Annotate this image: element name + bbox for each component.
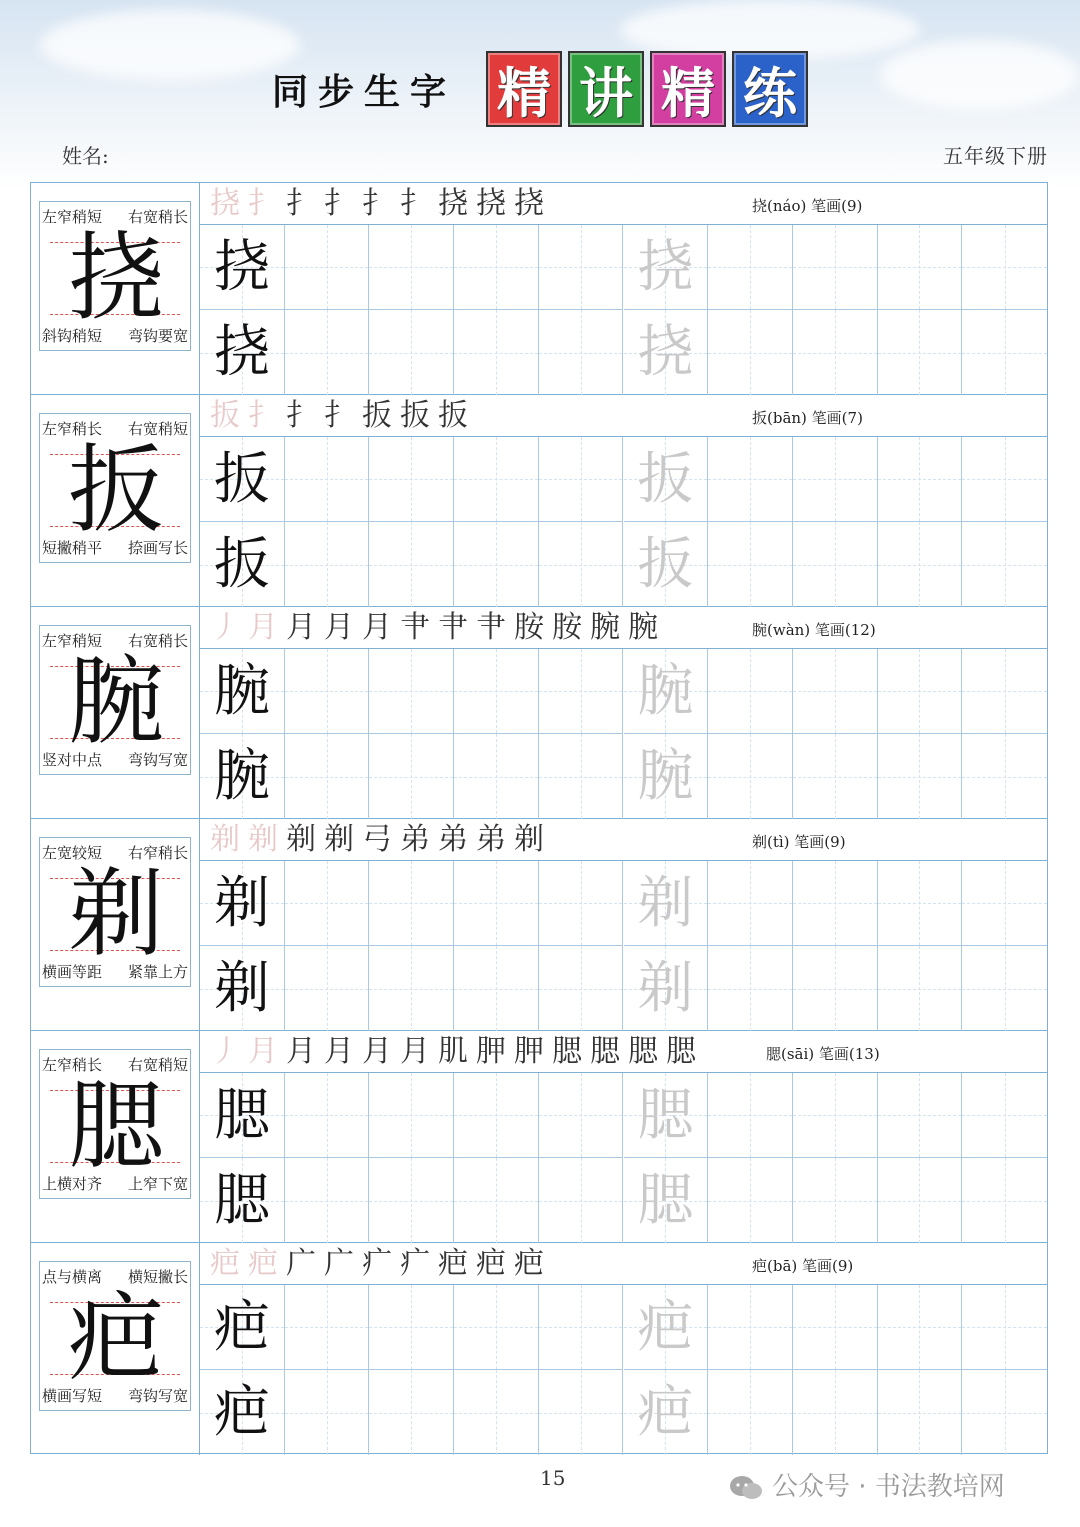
character-block [31, 819, 1047, 1031]
practice-cell[interactable] [454, 310, 539, 395]
writing-tip: 上窄下宽 [127, 1175, 188, 1193]
model-column [31, 1031, 200, 1242]
practice-cell[interactable] [878, 1158, 963, 1243]
practice-cell[interactable] [369, 225, 454, 310]
practice-cell[interactable] [369, 310, 454, 395]
writing-tip: 短撇稍平 [42, 539, 103, 557]
practice-cell[interactable] [708, 649, 793, 734]
practice-cell[interactable] [454, 946, 539, 1031]
stroke-step: 弟 [438, 822, 476, 857]
practice-cell[interactable] [285, 649, 370, 734]
stroke-step: 月 [324, 610, 362, 645]
model-character: 挠 [68, 222, 164, 334]
stroke-step: 肌 [438, 1034, 476, 1069]
name-label: 姓名: [62, 144, 109, 168]
stroke-step: 腮 [552, 1034, 590, 1069]
stroke-step: 腮 [666, 1034, 704, 1069]
stroke-step: 疤 [210, 1246, 248, 1281]
practice-cell[interactable] [539, 1370, 624, 1455]
stroke-step: 扳 [362, 398, 400, 433]
stroke-order-row [200, 183, 1047, 225]
practice-cell[interactable] [962, 1285, 1047, 1370]
practice-cell[interactable] [878, 310, 963, 395]
practice-cell[interactable] [200, 522, 285, 607]
practice-cell[interactable] [962, 861, 1047, 946]
sample-character: 腕 [213, 744, 270, 809]
trace-character: 腕 [637, 659, 694, 724]
model-character: 疤 [68, 1282, 164, 1394]
model-character-box [39, 1261, 191, 1411]
model-character-box [39, 837, 191, 987]
stroke-step: 丿 [210, 610, 248, 645]
character-info: 腮(sāi) 笔画(13) [766, 1045, 880, 1063]
character-block [31, 395, 1047, 607]
grade-label: 五年级下册 [943, 144, 1048, 168]
practice-cell[interactable] [624, 522, 709, 607]
sample-character: 腕 [213, 659, 270, 724]
character-info: 扳(bān) 笔画(7) [752, 409, 863, 427]
practice-grid [200, 437, 1047, 607]
trace-character: 疤 [637, 1380, 694, 1445]
stroke-step: 扌 [286, 186, 324, 221]
model-character: 腮 [68, 1070, 164, 1182]
sample-character: 剃 [213, 871, 270, 936]
practice-cell[interactable] [369, 734, 454, 819]
watermark [728, 1466, 1005, 1503]
stroke-sequence [210, 821, 552, 859]
writing-tip: 左窄稍短 [42, 632, 103, 650]
practice-cell[interactable] [708, 437, 793, 522]
trace-character: 扳 [637, 532, 694, 597]
practice-cell[interactable] [793, 861, 878, 946]
writing-tip: 右宽稍长 [127, 208, 188, 226]
practice-cell[interactable] [708, 734, 793, 819]
model-column [31, 1243, 200, 1455]
practice-cell[interactable] [624, 861, 709, 946]
practice-cell[interactable] [878, 861, 963, 946]
stroke-step: 疒 [362, 1246, 400, 1281]
practice-cell[interactable] [539, 522, 624, 607]
stroke-order-row [200, 1031, 1047, 1073]
writing-tip: 上横对齐 [42, 1175, 103, 1193]
practice-cell[interactable] [200, 734, 285, 819]
practice-grid [200, 1285, 1047, 1455]
character-block [31, 1243, 1047, 1455]
trace-character: 挠 [637, 235, 694, 300]
writing-tip: 右宽稍短 [127, 1056, 188, 1074]
practice-cell[interactable] [962, 522, 1047, 607]
practice-cell[interactable] [624, 310, 709, 395]
practice-cell[interactable] [793, 225, 878, 310]
model-character-box [39, 413, 191, 563]
practice-cell[interactable] [793, 649, 878, 734]
stroke-step: 腮 [628, 1034, 666, 1069]
stroke-step: 扌 [324, 398, 362, 433]
trace-character: 扳 [637, 447, 694, 512]
practice-cell[interactable] [539, 734, 624, 819]
practice-cell[interactable] [539, 1158, 624, 1243]
practice-cell[interactable] [285, 310, 370, 395]
stroke-step: 胛 [514, 1034, 552, 1069]
stroke-step: 疤 [248, 1246, 286, 1281]
character-info: 挠(náo) 笔画(9) [752, 197, 863, 215]
page-title: 同步生字 [272, 72, 457, 113]
practice-cell[interactable] [200, 649, 285, 734]
practice-cell[interactable] [624, 437, 709, 522]
practice-cell[interactable] [793, 1370, 878, 1455]
practice-cell[interactable] [454, 861, 539, 946]
trace-character: 腕 [637, 744, 694, 809]
character-block [31, 1031, 1047, 1243]
writing-tip: 左宽较短 [42, 844, 103, 862]
writing-tip: 横画写短 [42, 1387, 103, 1405]
practice-cell[interactable] [793, 1158, 878, 1243]
practice-cell[interactable] [200, 861, 285, 946]
stroke-step: 疤 [476, 1246, 514, 1281]
practice-cell[interactable] [793, 946, 878, 1031]
practice-cell[interactable] [878, 946, 963, 1031]
stroke-sequence [210, 1245, 552, 1283]
stroke-step: 剃 [324, 822, 362, 857]
stroke-step: 扳 [438, 398, 476, 433]
stroke-step: 扌 [248, 398, 286, 433]
model-column [31, 607, 200, 818]
practice-cell[interactable] [793, 734, 878, 819]
practice-cell[interactable] [285, 734, 370, 819]
stroke-step: 月 [400, 1034, 438, 1069]
practice-cell[interactable] [962, 649, 1047, 734]
character-info: 剃(tì) 笔画(9) [752, 833, 846, 851]
practice-cell[interactable] [369, 861, 454, 946]
character-block [31, 607, 1047, 819]
practice-sheet [30, 182, 1048, 1454]
practice-cell[interactable] [962, 437, 1047, 522]
stroke-step: 肀 [400, 610, 438, 645]
writing-tip: 斜钩稍短 [42, 327, 103, 345]
character-info: 腕(wàn) 笔画(12) [752, 621, 876, 639]
practice-cell[interactable] [708, 1158, 793, 1243]
practice-cell[interactable] [962, 734, 1047, 819]
stroke-step: 月 [324, 1034, 362, 1069]
practice-cell[interactable] [962, 310, 1047, 395]
writing-tip: 点与横离 [42, 1268, 103, 1286]
practice-cell[interactable] [285, 1285, 370, 1370]
stroke-step: 挠 [438, 186, 476, 221]
model-column [31, 819, 200, 1030]
practice-grid [200, 225, 1047, 395]
stroke-step: 疤 [438, 1246, 476, 1281]
writing-tip: 弯钩写宽 [127, 751, 188, 769]
writing-tip: 竖对中点 [42, 751, 103, 769]
trace-character: 腮 [637, 1168, 694, 1233]
practice-cell[interactable] [285, 1158, 370, 1243]
trace-character: 腮 [637, 1083, 694, 1148]
writing-tip: 紧靠上方 [127, 963, 188, 981]
practice-cell[interactable] [539, 1285, 624, 1370]
sample-character: 扳 [213, 447, 270, 512]
practice-cell[interactable] [200, 437, 285, 522]
practice-cell[interactable] [624, 649, 709, 734]
writing-tip: 左窄稍短 [42, 208, 103, 226]
sample-character: 挠 [213, 235, 270, 300]
practice-cell[interactable] [708, 946, 793, 1031]
sample-character: 腮 [213, 1083, 270, 1148]
practice-cell[interactable] [962, 1370, 1047, 1455]
stroke-step: 肀 [438, 610, 476, 645]
stroke-step: 扌 [324, 186, 362, 221]
stroke-step: 扌 [362, 186, 400, 221]
writing-tip: 左窄稍长 [42, 420, 103, 438]
stroke-order-row [200, 395, 1047, 437]
watermark-text: 公众号 · 书法教培网 [772, 1472, 1005, 1502]
practice-cell[interactable] [285, 437, 370, 522]
stroke-step: 疒 [400, 1246, 438, 1281]
model-character-box [39, 625, 191, 775]
practice-cell[interactable] [708, 225, 793, 310]
practice-cell[interactable] [962, 1073, 1047, 1158]
model-character-box [39, 201, 191, 351]
practice-cell[interactable] [624, 1073, 709, 1158]
practice-cell[interactable] [878, 437, 963, 522]
practice-cell[interactable] [285, 946, 370, 1031]
practice-cell[interactable] [624, 1285, 709, 1370]
stroke-step: 胛 [476, 1034, 514, 1069]
stroke-step: 胺 [514, 610, 552, 645]
stroke-step: 腮 [590, 1034, 628, 1069]
practice-cell[interactable] [454, 437, 539, 522]
practice-cell[interactable] [708, 1370, 793, 1455]
practice-cell[interactable] [878, 1073, 963, 1158]
stroke-step: 挠 [514, 186, 552, 221]
stroke-step: 月 [362, 1034, 400, 1069]
writing-tip: 弯钩写宽 [127, 1387, 188, 1405]
practice-grid [200, 861, 1047, 1031]
practice-cell[interactable] [539, 649, 624, 734]
practice-cell[interactable] [793, 310, 878, 395]
writing-tip: 左窄稍长 [42, 1056, 103, 1074]
trace-character: 剃 [637, 871, 694, 936]
practice-cell[interactable] [793, 1285, 878, 1370]
practice-cell[interactable] [369, 1073, 454, 1158]
sample-character: 挠 [213, 320, 270, 385]
practice-cell[interactable] [878, 649, 963, 734]
stroke-step: 广 [324, 1246, 362, 1281]
model-character: 剃 [68, 858, 164, 970]
practice-cell[interactable] [539, 1073, 624, 1158]
stroke-step: 剃 [248, 822, 286, 857]
practice-cell[interactable] [369, 1285, 454, 1370]
practice-grid [200, 649, 1047, 819]
sample-character: 腮 [213, 1168, 270, 1233]
practice-cell[interactable] [454, 1285, 539, 1370]
practice-cell[interactable] [539, 437, 624, 522]
practice-cell[interactable] [454, 1158, 539, 1243]
practice-cell[interactable] [369, 649, 454, 734]
practice-cell[interactable] [793, 1073, 878, 1158]
practice-cell[interactable] [200, 225, 285, 310]
practice-grid [200, 1073, 1047, 1243]
sample-character: 疤 [213, 1295, 270, 1360]
stroke-sequence [210, 185, 552, 223]
practice-cell[interactable] [624, 946, 709, 1031]
stroke-step: 扌 [400, 186, 438, 221]
stroke-step: 剃 [514, 822, 552, 857]
page-number: 15 [540, 1466, 566, 1490]
stroke-order-row [200, 1243, 1047, 1285]
practice-cell[interactable] [624, 734, 709, 819]
trace-character: 疤 [637, 1295, 694, 1360]
practice-cell[interactable] [454, 734, 539, 819]
writing-tip: 弯钩要宽 [127, 327, 188, 345]
writing-tip: 右窄稍长 [127, 844, 188, 862]
practice-cell[interactable] [454, 1370, 539, 1455]
badge-jiang: 讲 [568, 51, 644, 127]
character-block [31, 183, 1047, 395]
practice-cell[interactable] [878, 522, 963, 607]
stroke-step: 弟 [400, 822, 438, 857]
stroke-sequence [210, 609, 666, 647]
practice-cell[interactable] [624, 1370, 709, 1455]
model-column [31, 183, 200, 394]
badge-lian: 练 [732, 51, 808, 127]
trace-character: 剃 [637, 956, 694, 1021]
practice-cell[interactable] [200, 1285, 285, 1370]
practice-cell[interactable] [200, 1370, 285, 1455]
stroke-step: 胺 [552, 610, 590, 645]
badge-jing-2: 精 [650, 51, 726, 127]
practice-cell[interactable] [454, 649, 539, 734]
sample-character: 剃 [213, 956, 270, 1021]
title-badges [486, 51, 808, 127]
practice-cell[interactable] [285, 1073, 370, 1158]
badge-jing-1: 精 [486, 51, 562, 127]
practice-cell[interactable] [285, 522, 370, 607]
stroke-step: 剃 [286, 822, 324, 857]
stroke-step: 挠 [476, 186, 514, 221]
model-column [31, 395, 200, 606]
practice-cell[interactable] [285, 1370, 370, 1455]
practice-cell[interactable] [285, 861, 370, 946]
writing-tip: 横短撇长 [127, 1268, 188, 1286]
practice-cell[interactable] [285, 225, 370, 310]
practice-cell[interactable] [708, 861, 793, 946]
practice-cell[interactable] [962, 946, 1047, 1031]
stroke-step: 弓 [362, 822, 400, 857]
sample-character: 疤 [213, 1380, 270, 1445]
practice-cell[interactable] [454, 522, 539, 607]
practice-cell[interactable] [878, 734, 963, 819]
practice-cell[interactable] [454, 225, 539, 310]
stroke-step: 弟 [476, 822, 514, 857]
writing-tip: 右宽稍长 [127, 632, 188, 650]
practice-cell[interactable] [369, 437, 454, 522]
practice-cell[interactable] [708, 522, 793, 607]
stroke-order-row [200, 607, 1047, 649]
practice-cell[interactable] [369, 946, 454, 1031]
stroke-step: 腕 [628, 610, 666, 645]
practice-cell[interactable] [369, 522, 454, 607]
practice-cell[interactable] [793, 437, 878, 522]
practice-cell[interactable] [539, 946, 624, 1031]
stroke-step: 扌 [286, 398, 324, 433]
stroke-step: 月 [248, 1034, 286, 1069]
practice-cell[interactable] [878, 1285, 963, 1370]
chat-bubbles-icon [728, 1474, 764, 1502]
practice-cell[interactable] [708, 1073, 793, 1158]
trace-character: 挠 [637, 320, 694, 385]
model-character: 腕 [68, 646, 164, 758]
practice-cell[interactable] [962, 1158, 1047, 1243]
stroke-step: 扌 [248, 186, 286, 221]
practice-cell[interactable] [878, 1370, 963, 1455]
stroke-sequence [210, 397, 476, 435]
stroke-step: 疤 [514, 1246, 552, 1281]
practice-cell[interactable] [539, 225, 624, 310]
stroke-step: 月 [248, 610, 286, 645]
model-character-box [39, 1049, 191, 1199]
practice-cell[interactable] [200, 310, 285, 395]
practice-cell[interactable] [539, 310, 624, 395]
writing-tip: 捺画写长 [127, 539, 188, 557]
practice-cell[interactable] [793, 522, 878, 607]
sample-character: 扳 [213, 532, 270, 597]
model-character: 扳 [68, 434, 164, 546]
stroke-step: 扳 [400, 398, 438, 433]
practice-cell[interactable] [708, 310, 793, 395]
writing-tip: 右宽稍短 [127, 420, 188, 438]
stroke-step: 月 [286, 1034, 324, 1069]
writing-tip: 横画等距 [42, 963, 103, 981]
stroke-step: 月 [362, 610, 400, 645]
practice-cell[interactable] [539, 861, 624, 946]
practice-cell[interactable] [200, 1158, 285, 1243]
stroke-order-row [200, 819, 1047, 861]
stroke-step: 月 [286, 610, 324, 645]
practice-cell[interactable] [454, 1073, 539, 1158]
stroke-step: 剃 [210, 822, 248, 857]
practice-cell[interactable] [962, 225, 1047, 310]
practice-cell[interactable] [200, 1073, 285, 1158]
practice-cell[interactable] [369, 1158, 454, 1243]
stroke-step: 扳 [210, 398, 248, 433]
stroke-sequence [210, 1033, 704, 1071]
practice-cell[interactable] [624, 1158, 709, 1243]
stroke-step: 挠 [210, 186, 248, 221]
character-info: 疤(bā) 笔画(9) [752, 1257, 854, 1275]
practice-cell[interactable] [369, 1370, 454, 1455]
stroke-step: 丿 [210, 1034, 248, 1069]
stroke-step: 腕 [590, 610, 628, 645]
stroke-step: 广 [286, 1246, 324, 1281]
stroke-step: 肀 [476, 610, 514, 645]
practice-cell[interactable] [878, 225, 963, 310]
practice-cell[interactable] [708, 1285, 793, 1370]
practice-cell[interactable] [200, 946, 285, 1031]
practice-cell[interactable] [624, 225, 709, 310]
